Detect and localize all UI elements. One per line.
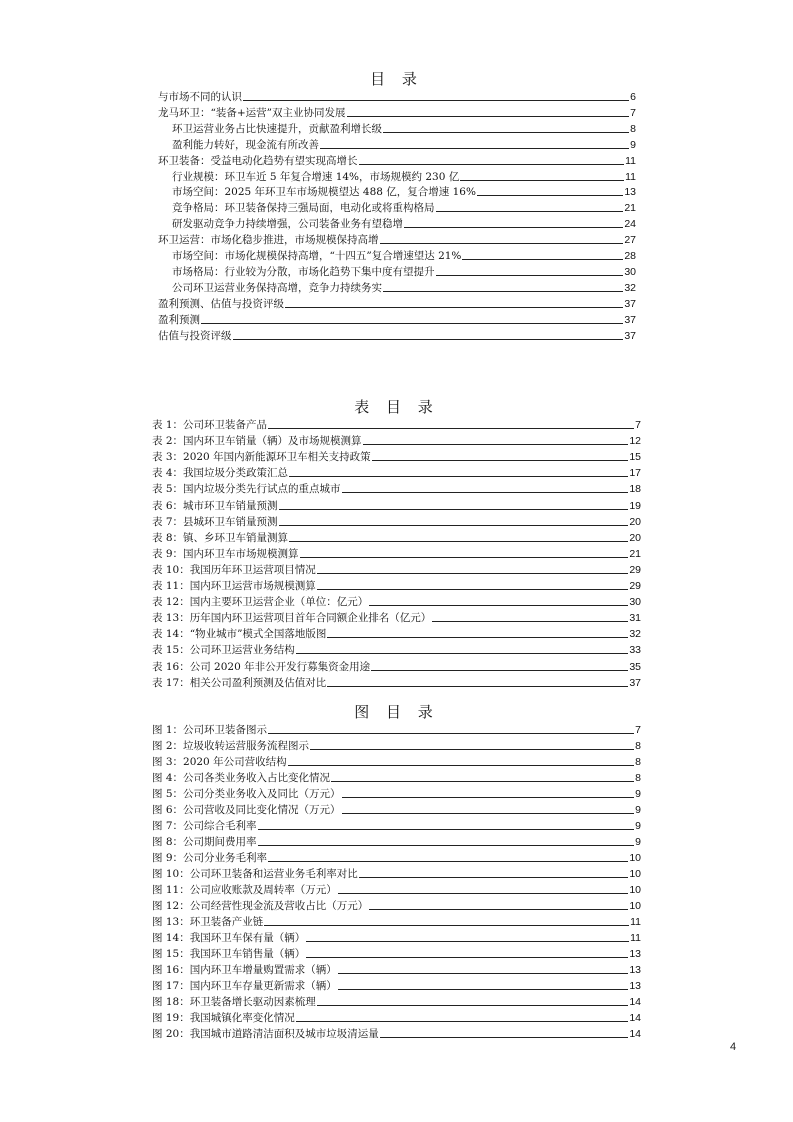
toc-entry[interactable] bbox=[152, 418, 641, 432]
toc-leader bbox=[460, 180, 624, 181]
toc-entry[interactable] bbox=[152, 660, 641, 674]
toc-entry[interactable] bbox=[152, 563, 641, 577]
toc-entry[interactable] bbox=[172, 138, 636, 152]
toc-entry-page: 10 bbox=[629, 868, 641, 880]
toc-entry[interactable] bbox=[158, 233, 636, 247]
toc-entry-label: 表 8：镇、乡环卫车销量测算 bbox=[152, 531, 289, 544]
toc-leader bbox=[369, 909, 628, 910]
toc-entry[interactable] bbox=[152, 819, 641, 833]
toc-entry[interactable] bbox=[152, 723, 641, 737]
toc-entry-page: 8 bbox=[635, 756, 641, 768]
toc-entry[interactable] bbox=[152, 803, 641, 817]
toc-entry[interactable] bbox=[158, 154, 636, 168]
toc-entry-label: 表 13：历年国内环卫运营项目首年合同额企业排名（亿元） bbox=[152, 612, 432, 625]
toc-leader bbox=[331, 781, 634, 782]
toc-leader bbox=[201, 323, 623, 324]
toc-entry-label: 图 11：公司应收账款及周转率（万元） bbox=[152, 884, 337, 896]
toc-entry-label: 图 3：2020 年公司营收结构 bbox=[152, 756, 287, 768]
toc-leader bbox=[268, 733, 634, 734]
toc-entry-label: 图 13：环卫装备产业链 bbox=[152, 916, 264, 928]
toc-entry-page: 10 bbox=[629, 852, 641, 864]
toc-entry-page: 30 bbox=[629, 596, 641, 609]
toc-entry-page: 11 bbox=[630, 916, 641, 928]
toc-entry-page: 9 bbox=[635, 804, 641, 816]
toc-entry-page: 10 bbox=[629, 884, 641, 896]
toc-entry-label: 表 2：国内环卫车销量（辆）及市场规模测算 bbox=[152, 435, 362, 448]
toc-entry[interactable] bbox=[152, 931, 641, 945]
toc-entry[interactable] bbox=[172, 217, 636, 231]
toc-entry[interactable] bbox=[158, 329, 636, 343]
contents-title: 目 录 bbox=[370, 70, 423, 88]
toc-entry-label: 公司环卫运营业务保持高增，竞争力持续务实 bbox=[172, 281, 382, 294]
toc-entry[interactable] bbox=[152, 979, 641, 993]
toc-entry-page: 8 bbox=[635, 740, 641, 752]
toc-entry-page: 13 bbox=[629, 980, 641, 992]
toc-entry-label: 表 3：2020 年国内新能源环卫车相关支持政策 bbox=[152, 451, 371, 464]
toc-entry-page: 32 bbox=[629, 628, 641, 641]
toc-entry[interactable] bbox=[152, 482, 641, 496]
toc-leader bbox=[436, 275, 624, 276]
toc-entry-page: 8 bbox=[630, 122, 636, 135]
toc-entry-page: 13 bbox=[629, 948, 641, 960]
toc-entry-page: 27 bbox=[624, 234, 636, 247]
toc-entry[interactable] bbox=[152, 899, 641, 913]
toc-entry[interactable] bbox=[172, 249, 636, 263]
toc-entry-page: 37 bbox=[629, 676, 641, 689]
toc-entry[interactable] bbox=[152, 676, 641, 690]
toc-entry-page: 13 bbox=[624, 186, 636, 199]
toc-entry-label: 竞争格局：环卫装备保持三强局面，电动化或将重构格局 bbox=[172, 202, 435, 215]
toc-entry-label: 图 14：我国环卫车保有量（辆） bbox=[152, 932, 306, 944]
toc-entry[interactable] bbox=[152, 851, 641, 865]
toc-entry-page: 18 bbox=[629, 483, 641, 496]
toc-leader bbox=[477, 195, 623, 196]
toc-leader bbox=[371, 670, 628, 671]
toc-entry-page: 29 bbox=[629, 580, 641, 592]
toc-entry-page: 13 bbox=[629, 964, 641, 976]
toc-entry[interactable] bbox=[152, 995, 641, 1009]
toc-entry-page: 8 bbox=[635, 772, 641, 784]
toc-entry-label: 表 7：县城环卫车销量预测 bbox=[152, 515, 278, 528]
toc-entry-label: 盈利预测、估值与投资评级 bbox=[158, 297, 284, 310]
toc-entry-label: 图 6：公司营收及同比变化情况（万元） bbox=[152, 804, 341, 816]
toc-entry-page: 32 bbox=[624, 281, 636, 294]
toc-entry-label: 龙马环卫：“装备+运营”双主业协同发展 bbox=[158, 106, 346, 119]
toc-entry[interactable] bbox=[152, 755, 641, 769]
toc-leader bbox=[317, 589, 629, 590]
toc-entry[interactable] bbox=[158, 106, 636, 120]
toc-entry[interactable] bbox=[152, 595, 641, 609]
toc-entry-page: 14 bbox=[629, 1012, 641, 1024]
toc-entry-label: 市场空间：市场化规模保持高增，“十四五”复合增速望达 21% bbox=[172, 250, 462, 262]
toc-leader bbox=[342, 492, 629, 493]
toc-entry-page: 11 bbox=[630, 932, 641, 944]
toc-entry-label: 表 4：我国垃圾分类政策汇总 bbox=[152, 467, 289, 480]
toc-leader bbox=[342, 813, 635, 814]
toc-entry[interactable] bbox=[152, 643, 641, 657]
toc-entry-label: 环卫运营业务占比快速提升，贡献盈利增长级 bbox=[172, 122, 382, 135]
toc-entry-label: 盈利能力转好，现金流有所改善 bbox=[172, 138, 319, 151]
toc-leader bbox=[320, 148, 629, 149]
toc-leader bbox=[300, 557, 629, 558]
toc-leader bbox=[289, 541, 628, 542]
toc-entry-label: 表 16：公司 2020 年非公开发行募集资金用途 bbox=[152, 660, 371, 673]
toc-entry-page: 11 bbox=[625, 154, 636, 167]
toc-leader bbox=[342, 797, 635, 798]
toc-leader bbox=[264, 925, 629, 926]
toc-leader bbox=[436, 211, 624, 212]
toc-entry-label: 图 1：公司环卫装备图示 bbox=[152, 724, 268, 736]
toc-entry[interactable] bbox=[152, 883, 641, 897]
toc-entry-page: 9 bbox=[630, 138, 636, 151]
toc-entry[interactable] bbox=[152, 915, 641, 929]
toc-leader bbox=[369, 605, 628, 606]
toc-entry[interactable] bbox=[172, 122, 636, 136]
toc-entry[interactable] bbox=[152, 611, 641, 625]
toc-leader bbox=[285, 307, 623, 308]
toc-leader bbox=[338, 989, 629, 990]
toc-entry-label: 图 15：我国环卫车销售量（辆） bbox=[152, 948, 306, 960]
toc-entry-page: 14 bbox=[629, 1028, 641, 1040]
toc-leader bbox=[404, 227, 623, 228]
toc-leader bbox=[306, 941, 629, 942]
toc-entry-page: 11 bbox=[625, 170, 636, 183]
toc-leader bbox=[306, 957, 628, 958]
toc-entry-page: 20 bbox=[629, 515, 641, 528]
toc-leader bbox=[279, 509, 629, 510]
toc-entry-page: 24 bbox=[624, 218, 636, 231]
toc-entry-label: 图 20：我国城市道路清洁面积及城市垃圾清运量 bbox=[152, 1028, 379, 1040]
toc-entry[interactable] bbox=[152, 499, 641, 513]
toc-leader bbox=[296, 653, 629, 654]
toc-entry-label: 表 17：相关公司盈利预测及估值对比 bbox=[152, 676, 327, 689]
toc-entry-label: 表 15：公司环卫运营业务结构 bbox=[152, 644, 295, 657]
toc-leader bbox=[347, 116, 630, 117]
toc-leader bbox=[383, 291, 623, 292]
toc-entry[interactable] bbox=[158, 90, 636, 104]
toc-entry-page: 14 bbox=[629, 996, 641, 1008]
toc-entry-label: 市场空间：2025 年环卫车市场规模望达 488 亿，复合增速 16% bbox=[172, 186, 476, 199]
toc-leader bbox=[317, 1005, 629, 1006]
toc-entry-page: 30 bbox=[624, 265, 636, 278]
toc-entry-label: 图 5：公司分类业务收入及同比（万元） bbox=[152, 788, 341, 800]
tables-title: 表 目 录 bbox=[354, 398, 439, 416]
toc-entry-page: 7 bbox=[635, 419, 641, 431]
toc-entry-label: 与市场不同的认识 bbox=[158, 91, 242, 103]
toc-entry-label: 表 12：国内主要环卫运营企业（单位：亿元） bbox=[152, 596, 369, 609]
toc-entry[interactable] bbox=[152, 547, 641, 561]
toc-entry[interactable] bbox=[172, 185, 636, 199]
toc-entry-label: 图 2：垃圾收转运营服务流程图示 bbox=[152, 740, 310, 752]
toc-entry-label: 市场格局：行业较为分散，市场化趋势下集中度有望提升 bbox=[172, 265, 435, 278]
toc-leader bbox=[359, 164, 625, 165]
toc-entry-page: 21 bbox=[629, 547, 641, 560]
toc-leader bbox=[268, 861, 628, 862]
toc-entry[interactable] bbox=[158, 297, 636, 311]
toc-leader bbox=[327, 637, 628, 638]
toc-entry[interactable] bbox=[152, 1011, 641, 1025]
toc-entry-page: 6 bbox=[630, 91, 636, 103]
toc-entry-page: 37 bbox=[624, 329, 636, 342]
toc-entry-label: 图 17：国内环卫车存量更新需求（辆） bbox=[152, 980, 337, 992]
toc-entry-page: 9 bbox=[635, 820, 641, 832]
toc-entry[interactable] bbox=[172, 281, 636, 295]
toc-entry[interactable] bbox=[152, 450, 641, 464]
toc-entry-page: 10 bbox=[629, 900, 641, 912]
toc-entry[interactable] bbox=[152, 947, 641, 961]
toc-entry[interactable] bbox=[152, 466, 641, 480]
toc-leader bbox=[279, 525, 629, 526]
toc-entry-page: 12 bbox=[629, 435, 641, 448]
toc-entry-label: 图 10：公司环卫装备和运营业务毛利率对比 bbox=[152, 868, 358, 880]
toc-entry-page: 31 bbox=[629, 612, 641, 625]
toc-leader bbox=[383, 132, 629, 133]
toc-leader bbox=[432, 621, 628, 622]
toc-entry-label: 表 6：城市环卫车销量预测 bbox=[152, 499, 278, 512]
figures-title: 图 目 录 bbox=[354, 703, 439, 721]
toc-entry-label: 图 7：公司综合毛利率 bbox=[152, 820, 257, 832]
toc-entry-page: 37 bbox=[624, 297, 636, 310]
toc-leader bbox=[268, 428, 634, 429]
toc-leader bbox=[380, 243, 624, 244]
toc-leader bbox=[380, 1037, 629, 1038]
toc-entry[interactable] bbox=[152, 867, 641, 881]
toc-entry-page: 35 bbox=[629, 660, 641, 673]
toc-entry-page: 20 bbox=[629, 531, 641, 544]
toc-entry-page: 28 bbox=[624, 250, 636, 262]
toc-leader bbox=[327, 686, 628, 687]
toc-leader bbox=[338, 893, 629, 894]
toc-entry[interactable] bbox=[152, 787, 641, 801]
toc-entry[interactable] bbox=[152, 531, 641, 545]
toc-entry[interactable] bbox=[152, 835, 641, 849]
toc-entry-label: 表 5：国内垃圾分类先行试点的重点城市 bbox=[152, 483, 341, 496]
toc-leader bbox=[363, 444, 629, 445]
page-number: 4 bbox=[730, 1041, 737, 1053]
toc-leader bbox=[258, 845, 635, 846]
toc-leader bbox=[258, 829, 635, 830]
toc-entry-page: 29 bbox=[629, 563, 641, 576]
toc-leader bbox=[317, 573, 629, 574]
toc-entry[interactable] bbox=[172, 265, 636, 279]
toc-entry-label: 表 11：国内环卫运营市场规模测算 bbox=[152, 580, 316, 592]
toc-entry[interactable] bbox=[152, 434, 641, 448]
toc-leader bbox=[288, 765, 635, 766]
toc-entry-label: 研发驱动竞争力持续增强，公司装备业务有望稳增 bbox=[172, 218, 403, 231]
toc-entry-page: 33 bbox=[629, 644, 641, 657]
toc-entry-label: 估值与投资评级 bbox=[158, 329, 232, 342]
toc-entry-page: 9 bbox=[635, 788, 641, 800]
toc-entry-label: 表 10：我国历年环卫运营项目情况 bbox=[152, 563, 316, 576]
toc-entry-label: 盈利预测 bbox=[158, 313, 200, 326]
toc-entry[interactable] bbox=[152, 1027, 641, 1041]
toc-entry-label: 表 1：公司环卫装备产品 bbox=[152, 419, 268, 431]
toc-entry[interactable] bbox=[152, 963, 641, 977]
toc-leader bbox=[289, 476, 628, 477]
toc-entry-page: 9 bbox=[635, 836, 641, 848]
toc-entry-label: 图 12：公司经营性现金流及营收占比（万元） bbox=[152, 900, 369, 912]
toc-entry-label: 图 8：公司期间费用率 bbox=[152, 836, 257, 848]
toc-entry-page: 7 bbox=[630, 106, 636, 119]
toc-leader bbox=[372, 460, 629, 461]
toc-entry-page: 37 bbox=[624, 313, 636, 326]
toc-entry[interactable] bbox=[172, 170, 636, 184]
toc-entry-label: 表 14：“物业城市”模式全国落地版图 bbox=[152, 628, 327, 641]
toc-entry[interactable] bbox=[152, 579, 641, 593]
toc-entry-label: 环卫运营：市场化稳步推进，市场规模保持高增 bbox=[158, 234, 379, 247]
toc-entry-label: 图 9：公司分业务毛利率 bbox=[152, 852, 268, 864]
toc-entry[interactable] bbox=[152, 771, 641, 785]
toc-entry-label: 图 16：国内环卫车增量购置需求（辆） bbox=[152, 964, 337, 976]
toc-entry[interactable] bbox=[152, 515, 641, 529]
toc-entry[interactable] bbox=[152, 627, 641, 641]
toc-entry-page: 19 bbox=[629, 499, 641, 512]
toc-leader bbox=[338, 973, 629, 974]
toc-entry[interactable] bbox=[158, 313, 636, 327]
toc-entry-label: 表 9：国内环卫车市场规模测算 bbox=[152, 547, 299, 560]
toc-entry-page: 17 bbox=[629, 467, 641, 480]
toc-entry-page: 21 bbox=[624, 202, 636, 215]
toc-leader bbox=[296, 1021, 629, 1022]
toc-entry-label: 环卫装备：受益电动化趋势有望实现高增长 bbox=[158, 154, 358, 167]
toc-entry-label: 图 18：环卫装备增长驱动因素梳理 bbox=[152, 996, 316, 1008]
toc-entry-page: 7 bbox=[635, 724, 641, 736]
toc-entry-label: 图 19：我国城镇化率变化情况 bbox=[152, 1012, 295, 1024]
toc-entry[interactable] bbox=[172, 201, 636, 215]
toc-entry[interactable] bbox=[152, 739, 641, 753]
toc-leader bbox=[462, 259, 623, 260]
toc-leader bbox=[233, 339, 624, 340]
toc-entry-label: 行业规模：环卫车近 5 年复合增速 14%，市场规模约 230 亿 bbox=[172, 170, 460, 183]
toc-leader bbox=[243, 100, 629, 101]
toc-leader bbox=[310, 749, 634, 750]
toc-entry-page: 15 bbox=[629, 451, 641, 464]
toc-leader bbox=[359, 877, 629, 878]
toc-entry-label: 图 4：公司各类业务收入占比变化情况 bbox=[152, 772, 331, 784]
